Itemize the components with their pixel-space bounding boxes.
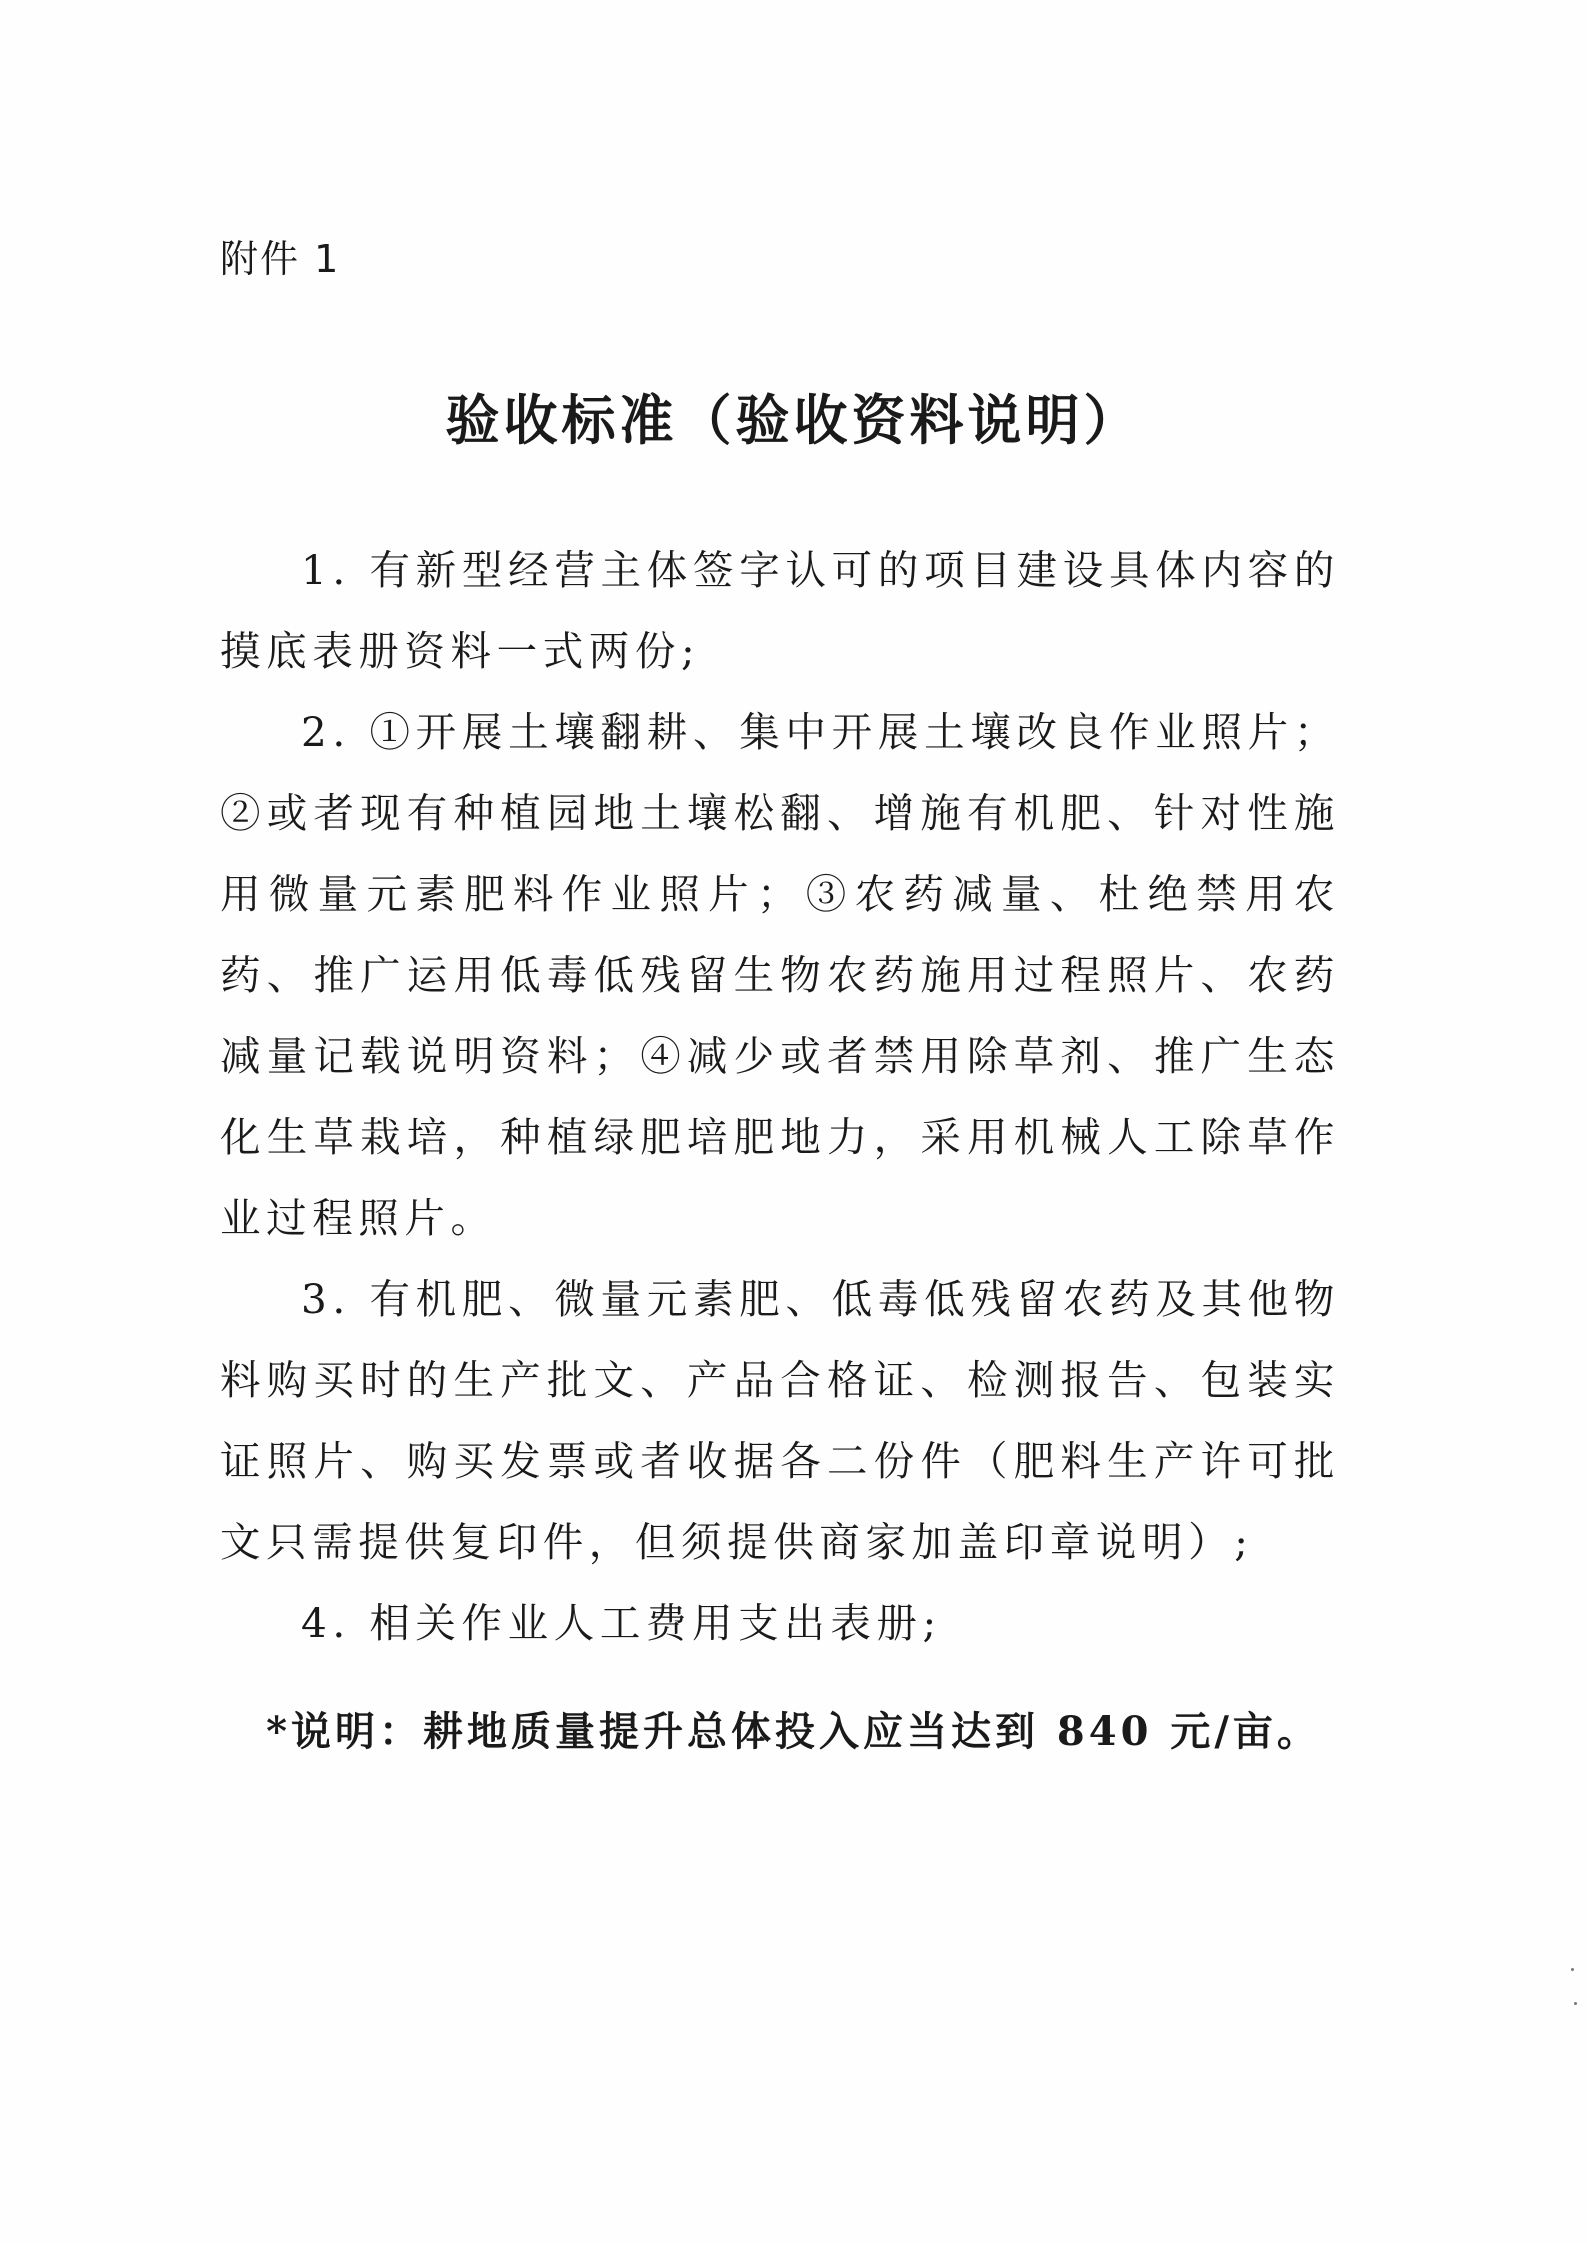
requirement-item-2: 2. ①开展土壤翻耕、集中开展土壤改良作业照片；②或者现有种植园地土壤松翻、增施有机肥、针对性施用微量元素肥料作业照片；③农药减量、杜绝禁用农药、推广运用低毒低残留生物农药施用过程照片、农药减量记载说明资料；④减少或者禁用除草剂、推广生态化生草栽培，种植绿肥培肥地力，采用机械人工除草作业过程照片。 [220,708,1340,1242]
investment-note: *说明：耕地质量提升总体投入应当达到 840 元/亩。 [266,1708,1321,1755]
requirement-item-1: 1. 有新型经营主体签字认可的项目建设具体内容的摸底表册资料一式两份; [220,546,1340,675]
requirement-item-3: 3. 有机肥、微量元素肥、低毒低残留农药及其他物料购买时的生产批文、产品合格证、检测报告、包装实证照片、购买发票或者收据各二份件（肥料生产许可批文只需提供复印件，但须提供商家加盖印章说明）; [220,1275,1340,1566]
attachment-label: 附件 1 [220,237,341,281]
requirements-list [220,530,1340,1664]
document-title: 验收标准（验收资料说明） [445,389,1142,452]
scan-speck [1574,2002,1577,2005]
scan-speck [1571,1968,1574,1971]
requirement-item-4: 4. 相关作业人工费用支出表册; [301,1599,942,1647]
